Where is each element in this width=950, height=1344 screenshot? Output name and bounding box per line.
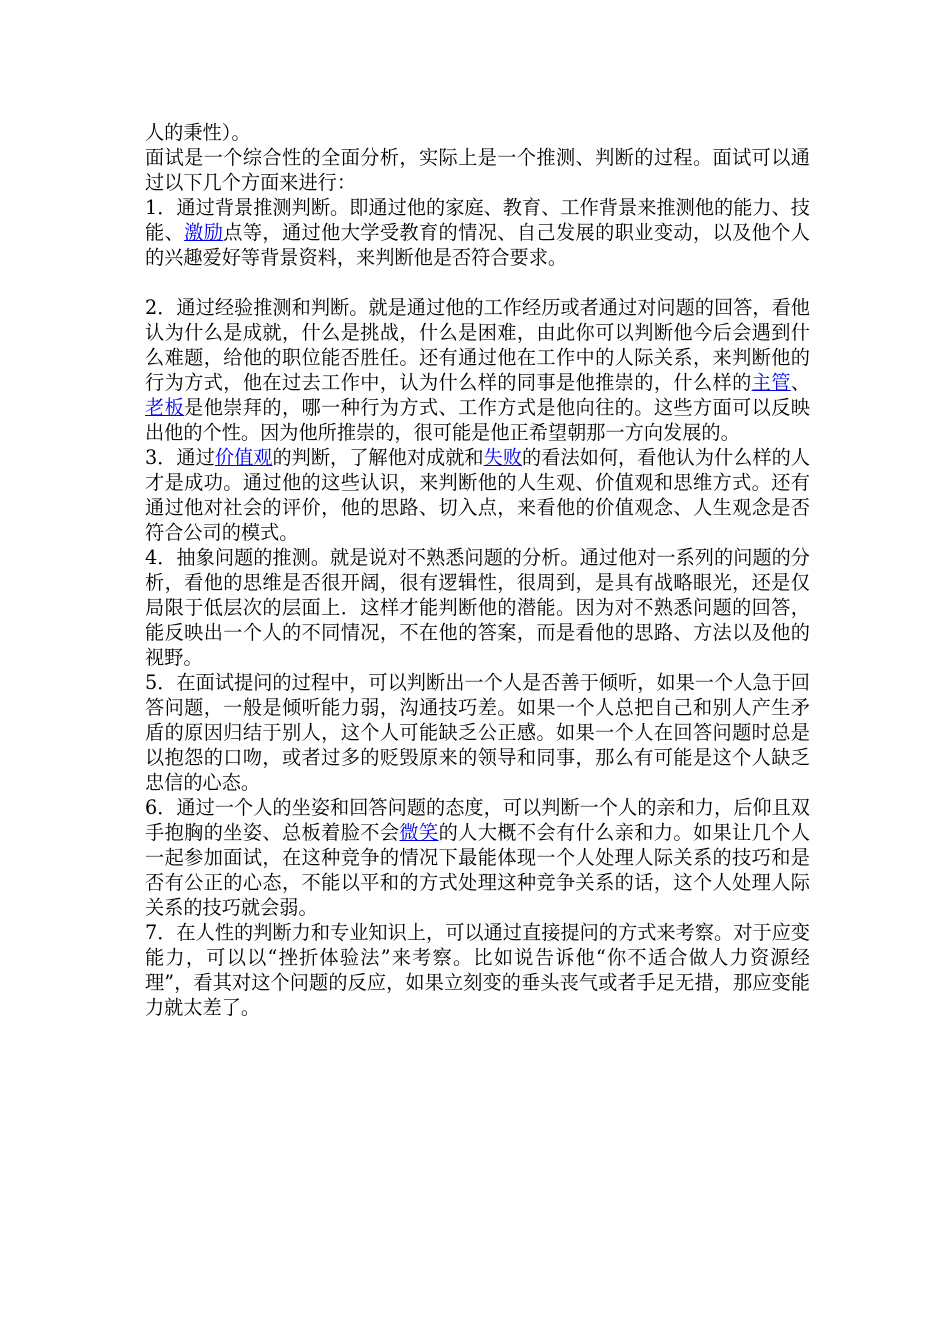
paragraph-text: 的人大概不会有什么亲和力。如果让几个人一起参加面试，在这种竞争的情况下最能体现一个人处理人际关系的技巧和是否有公正的心态，不能以平和的方式处理这种竞争关系的话，这个人处理人际关系的技巧就会弱。 [145, 821, 811, 919]
paragraph-overview [145, 145, 810, 195]
paragraph-item-1-background [145, 195, 810, 270]
paragraph-text: 的看法如何，看他认为什么样的人才是成功。通过他的这些认识，来判断他的人生观、价值观和思维方式。还有通过他对社会的评价，他的思路、切入点，来看他的价值观念、人生观念是否符合公司的模式。 [145, 446, 811, 544]
paragraph-item-5-listening [145, 670, 810, 795]
paragraph-text: 点等，通过他大学受教育的情况、自己发展的职业变动，以及他个人的兴趣爱好等背景资料，来判断他是否符合要求。 [145, 221, 810, 269]
paragraph-text: 5．在面试提问的过程中，可以判断出一个人是否善于倾听，如果一个人急于回答问题，一般是倾听能力弱，沟通技巧差。如果一个人总把自己和别人产生矛盾的原因归结于别人，这个人可能缺乏公正感。如果一个人在回答问题时总是以抱怨的口吻，或者过多的贬毁原来的领导和同事，那么有可能是这个人缺乏忠信的心态。 [145, 671, 810, 794]
link-smile[interactable]: 微笑 [399, 821, 439, 844]
paragraph-item-4-abstract [145, 545, 810, 670]
link-motivation[interactable]: 激励 [184, 221, 224, 244]
paragraph-item-7-adaptability [145, 920, 810, 1020]
paragraph-text: 6．通过一个人的坐姿和回答问题的态度，可以判断一个人的亲和力，后仰且双手抱胸的坐姿、总板着脸不会 [145, 796, 810, 844]
paragraph-text: 4．抽象问题的推测。就是说对不熟悉问题的分析。通过他对一系列的问题的分析，看他的思维是否很开阔，很有逻辑性，很周到，是具有战略眼光，还是仅局限于低层次的层面上．这样才能判断他的潜能。因为对不熟悉问题的回答，能反映出一个人的不同情况，不在他的答案，而是看他的思路、方法以及他的视野。 [145, 546, 810, 669]
paragraph-text: 人的秉性）。 [145, 121, 251, 144]
paragraph-text: 、 [790, 371, 810, 394]
paragraph-text: 3．通过 [145, 446, 215, 469]
paragraph-text: 1．通过背景推测判断。即通过他的家庭、教育、工作背景来推测他的能力、技能、 [145, 196, 810, 244]
paragraph-intro-tail [145, 120, 810, 145]
link-values[interactable]: 价值观 [214, 446, 273, 469]
blank-line [145, 270, 810, 295]
paragraph-item-6-affinity [145, 795, 810, 920]
paragraph-text: 的判断，了解他对成就和 [272, 446, 484, 469]
paragraph-text: 是他崇拜的，哪一种行为方式、工作方式是他向往的。这些方面可以反映出他的个性。因为他所推崇的，很可能是他正希望朝那一方向发展的。 [145, 396, 810, 444]
paragraph-text: 7．在人性的判断力和专业知识上，可以通过直接提问的方式来考察。对于应变能力，可以以“挫折体验法”来考察。比如说告诉他“你不适合做人力资源经理”，看其对这个问题的反应，如果立刻变的垂头丧气或者手足无措，那应变能力就太差了。 [145, 921, 810, 1019]
paragraph-item-3-values [145, 445, 810, 545]
link-boss[interactable]: 老板 [145, 396, 185, 419]
paragraph-text: 面试是一个综合性的全面分析，实际上是一个推测、判断的过程。面试可以通过以下几个方面来进行： [145, 146, 810, 194]
paragraph-item-2-experience [145, 295, 810, 445]
link-failure[interactable]: 失败 [483, 446, 523, 469]
paragraph-text: 2．通过经验推测和判断。就是通过他的工作经历或者通过对问题的回答，看他认为什么是成就，什么是挑战，什么是困难，由此你可以判断他今后会遇到什么难题，给他的职位能否胜任。还有通过他在工作中的人际关系，来判断他的行为方式，他在过去工作中，认为什么样的同事是他推崇的，什么样的 [145, 296, 810, 394]
document-body [145, 120, 810, 1020]
link-supervisor[interactable]: 主管 [751, 371, 791, 394]
